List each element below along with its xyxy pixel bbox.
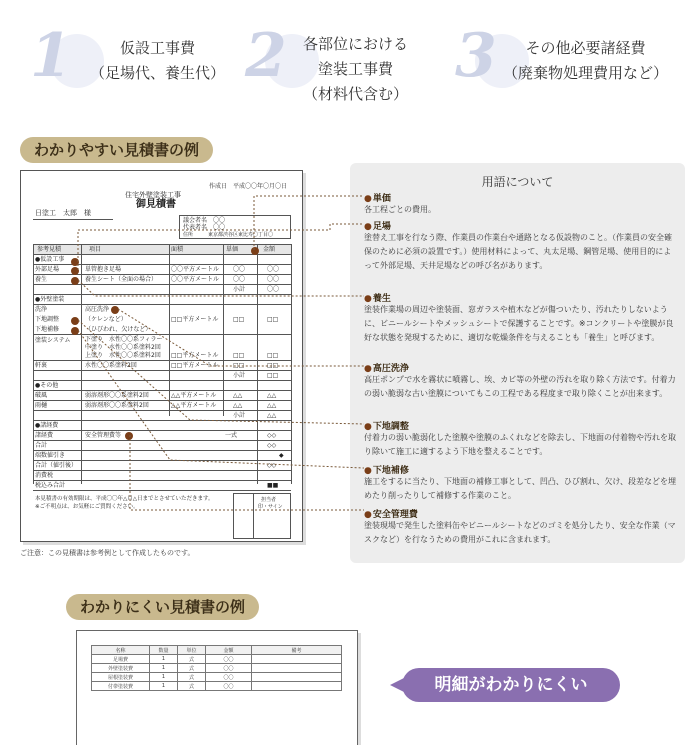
category-number: 2 [245,21,287,91]
sheet-title: 御見積書 [136,199,176,210]
category-text [303,32,408,107]
bad-row-unit: 式 [178,673,206,682]
row-wash-desc: 高圧洗浄 [85,306,110,313]
marker-temporary [71,258,79,266]
row-system-desc-3: 上塗り 水性〇〇系塗料2回 [85,352,161,359]
glossary-heading: 用語について [481,175,554,189]
discount-amount: ◆ [279,452,284,459]
marker-wash [111,306,119,314]
row-fascia-amount: △△ [267,392,277,399]
row-eaves-area: □□平方メートル [171,362,219,369]
total-amount: ◇◇ [267,442,277,449]
row-prep-desc: （ケレンなど） [85,316,127,323]
bad-col-qty: 数量 [150,646,178,655]
table-row [92,673,342,682]
subtotal-label-3: 小計 [233,412,246,419]
bad-row-unit: 式 [178,682,206,691]
row-wash-amount: □□ [267,316,279,323]
row-scaffold-label: 外部足場 [35,266,60,273]
row-curing-area: 〇〇平方メートル [171,276,220,283]
row-system-label: 塗装システム [35,337,71,344]
bad-row-unit: 式 [178,664,206,673]
row-misc-desc: 安全管理費等 [85,432,122,439]
section-wall: ●外壁塗装 [35,296,65,303]
row-gutter-price: △△ [233,402,243,409]
row-curing-amount: 〇〇 [267,276,280,283]
category-text [503,36,668,86]
bad-col-name: 名称 [92,646,150,655]
col-header-unit-price: 単価 [226,246,239,253]
desc-scaffold: 塗替え工事を行なう際、作業員の作業台や通路となる仮設物のこと。（作業員の安全確保のために必須の設置です。）使用材料によって、丸太足場、鋼管足場、使用目的によって外部足場、天井足場などの呼び名があります。 [364,233,672,270]
section-other: ●その他 [35,382,59,389]
category-title: その他必要諸経費 [525,39,646,57]
bad-row-amount: 〇〇 [206,673,252,682]
row-prep-label: 下地調整 [35,316,60,323]
sheet-title-project: 住宅外壁塗装工事 [125,191,181,199]
category-title-2: 塗装工事費 [318,60,394,78]
company-name: 議会者名 〇〇 [183,217,226,224]
row-curing-label: 養生 [35,276,48,283]
customer-underline [33,219,113,220]
glossary-panel [350,163,685,563]
bad-row-name: 足場費 [92,655,150,664]
section-misc: ●諸経費 [35,422,59,429]
row-repair-desc: （ひびわれ、欠けなど） [85,326,152,333]
row-gutter-desc: 弱溶剤形〇〇系塗料2回 [85,402,149,409]
sheet-customer: 日塗工 太郎 様 [35,209,91,217]
table-row [92,655,342,664]
bad-row-unit: 式 [178,655,206,664]
category-text [90,36,225,86]
row-system-desc-2: 中塗り 水性〇〇系塗料2回 [85,344,161,351]
term-surface-prep: ● 下地調整 [364,419,409,432]
desc-safety-management: 塗装現場で発生した塗料缶やビニールシートなどのゴミを処分したり、安全な作業（マスクなど）を行なうための費用がこれに含まれます。 [364,521,676,544]
col-header-ref: 参考見積 [37,246,62,253]
row-eaves-label: 軒裏 [35,362,48,369]
term-curing: ● 養生 [364,291,391,304]
col-header-item: 項目 [89,246,102,253]
row-scaffold-amount: 〇〇 [267,266,280,273]
marker-scaffold [71,267,79,275]
row-system-amount: □□ [267,352,279,359]
callout-unclear-details: 明細がわかりにくい [402,668,620,702]
marker-unit-price [251,247,259,255]
row-misc-label: 諸経費 [35,432,54,439]
stamp-label: 担当者 [261,497,277,503]
row-eaves-desc: 水性〇〇系塗料2回 [85,362,137,369]
bad-row-qty: 1 [150,682,178,691]
bad-row-remarks [252,664,342,673]
row-curing-price: 〇〇 [233,276,246,283]
row-wash-label: 洗浄 [35,306,48,313]
row-gutter-label: 雨樋 [35,402,48,409]
row-system-price: □□ [233,352,245,359]
total-after-amount: ◇◇ [267,462,277,469]
row-scaffold-desc: 単管抱き足場 [85,266,122,273]
desc-surface-repair: 施工をするに当たり、下地面の補修工事として、凹凸、ひび割れ、欠け、段差などを埋めたり削ったりして補修する作業のこと。 [364,477,676,500]
desc-unit-price: 各工程ごとの費用。 [364,205,436,214]
bad-example-label: わかりにくい見積書の例 [66,594,259,620]
term-high-pressure-wash: ● 高圧洗浄 [364,361,409,374]
category-number: 3 [455,21,497,91]
category-other-expenses [455,21,695,116]
desc-curing: 塗装作業場の周辺や塗装面、窓ガラスや植木などが傷ついたり、汚れたりしないように、ビニールシートやメッシュシートで保護することです。※コンクリートや塗膜が良好な状態を発現するために、適切な乾燥条件を与えることも「養生」と呼びます。 [364,305,674,342]
col-header-amount: 金額 [263,246,276,253]
total-label: 合計 [35,442,48,449]
subtotal-amount-2: □□ [267,372,279,379]
bad-row-name: 付帯塗装費 [92,682,150,691]
row-wash-price: □□ [233,316,245,323]
sheet-date: 作成日 平成〇〇年〇月〇日 [209,183,288,190]
row-system-area: □□平方メートル [171,352,219,359]
tax-label: 消費税 [35,472,54,479]
table-row [92,664,342,673]
marker-repair [71,327,79,335]
category-painting-works [245,21,465,116]
col-header-area: 面積 [171,246,184,253]
estimate-sheet [20,170,303,542]
row-scaffold-area: 〇〇平方メートル [171,266,220,273]
subtotal-label: 小計 [233,286,246,293]
category-title: 仮設工事費 [120,39,196,57]
bad-row-amount: 〇〇 [206,655,252,664]
bad-row-name: 屋根塗装費 [92,673,150,682]
row-eaves-amount: □□ [267,362,279,369]
company-address: 住所 東京都渋谷区東比寿〇丁目〇 [183,232,274,238]
category-title: 各部位における [303,35,409,53]
bad-row-qty: 1 [150,673,178,682]
desc-high-pressure-wash: 高圧ポンプで水を霧状に噴霧し、埃、カビ等の外壁の汚れを取り除く方法です。付着力の弱い脆弱な古い塗膜についてもこの工程である程度まで取り除くことが出来ます。 [364,375,676,398]
term-surface-repair: ● 下地補修 [364,463,409,476]
discount-label: 端数値引き [35,452,66,459]
category-subtitle: （材料代含む） [303,85,409,103]
row-wash-area: □□平方メートル [171,316,219,323]
bad-estimate-table [91,645,342,691]
total-tax-amount: ■■ [267,482,279,489]
row-curing-desc: 養生シート（全面の場合） [85,276,158,283]
bad-row-amount: 〇〇 [206,664,252,673]
good-example-label: わかりやすい見積書の例 [20,137,213,163]
bad-col-unit: 単位 [178,646,206,655]
row-fascia-price: △△ [233,392,243,399]
bad-row-remarks [252,673,342,682]
subtotal-amount: 〇〇 [267,286,280,293]
section-temporary: ●仮設工事 [35,256,65,263]
sheet-caption: ご注意：この見積書は参考例として作成したものです。 [20,549,195,557]
row-misc-amount: ◇◇ [267,432,277,439]
category-subtitle: （足場代、養生代） [90,64,226,82]
term-safety-management: ● 安全管理費 [364,507,418,520]
subtotal-label-2: 小計 [233,372,246,379]
category-number: 1 [30,21,72,91]
row-fascia-desc: 弱溶剤形〇〇系塗料2回 [85,392,149,399]
bad-estimate-sheet [76,630,358,745]
question-note: ※ご不明点は、お気軽にご質問ください。 [35,504,139,510]
total-after-label: 合計（値引後） [35,462,78,469]
category-temporary-works [30,21,230,116]
row-fascia-label: 破風 [35,392,48,399]
bad-row-qty: 1 [150,655,178,664]
marker-safety [125,432,133,440]
row-misc-unit: 一式 [225,432,238,439]
row-scaffold-price: 〇〇 [233,266,246,273]
term-scaffold: ● 足場 [364,219,391,232]
row-gutter-area: △△平方メートル [171,402,217,409]
bad-row-qty: 1 [150,664,178,673]
validity-note: 本見積書の有効期限は、平成〇〇年△月△日までとさせていただきます。 [35,496,214,502]
subtotal-amount-3: △△ [267,412,277,419]
bad-row-name: 外壁塗装費 [92,664,150,673]
total-tax-label: 税込み合計 [35,482,66,489]
company-rep: 代表者名 〇〇 [183,224,226,231]
stamp-label-2: 印・サイン [258,504,283,510]
category-subtitle: （廃棄物処理費用など） [503,64,669,82]
bad-col-amount: 金額 [206,646,252,655]
desc-surface-prep: 付着力の弱い脆弱化した塗膜や塗膜のふくれなどを除去し、下地面の付着物や汚れを取り除いて施工に適するよう下地を整えることです。 [364,433,676,456]
bad-row-amount: 〇〇 [206,682,252,691]
table-row [92,682,342,691]
row-gutter-amount: △△ [267,402,277,409]
marker-curing [71,277,79,285]
row-fascia-area: △△平方メートル [171,392,217,399]
bad-row-remarks [252,682,342,691]
term-unit-price: ● 単価 [364,191,391,204]
bad-table-header [92,646,342,655]
bad-row-remarks [252,655,342,664]
marker-prep [71,317,79,325]
row-system-desc: 下塗り 水性〇〇系フィラー [85,336,163,343]
row-repair-label: 下地補修 [35,326,60,333]
bad-col-remarks: 備考 [252,646,342,655]
row-eaves-price: □□ [233,362,245,369]
